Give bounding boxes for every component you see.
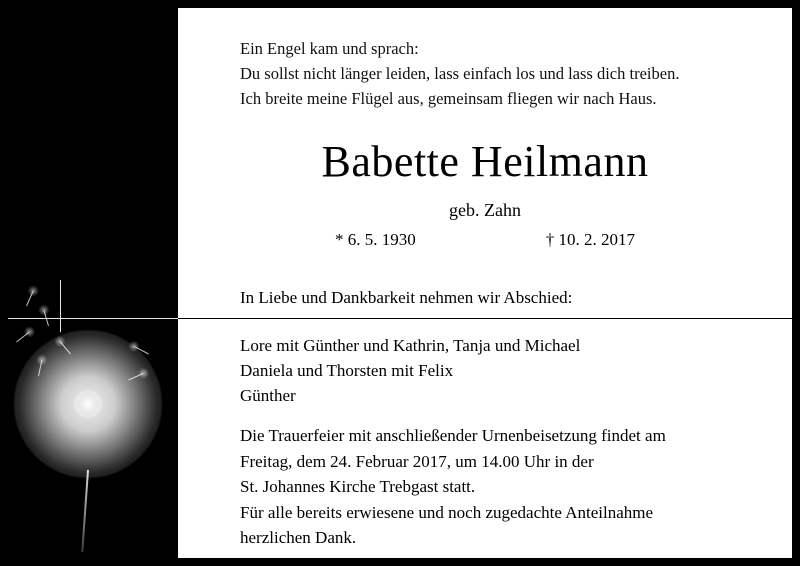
crosshair-horizontal-line — [8, 318, 178, 319]
verse-line: Ich breite meine Flügel aus, gemeinsam fliegen wir nach Haus. — [240, 89, 657, 108]
farewell-line: In Liebe und Dankbarkeit nehmen wir Abschied: — [240, 288, 573, 307]
dandelion-core-icon — [74, 390, 102, 418]
death-date: † 10. 2. 2017 — [545, 230, 635, 249]
deceased-name: Babette Heilmann — [321, 137, 649, 186]
life-dates — [178, 230, 792, 250]
ceremony-line: Für alle bereits erwiesene und noch zugedachte Anteilnahme — [240, 502, 654, 522]
ceremony-block — [240, 423, 785, 551]
ceremony-line: Die Trauerfeier mit anschließender Urnenbeisetzung findet am — [240, 426, 666, 445]
ceremony-line: St. Johannes Kirche Trebgast statt. — [240, 477, 476, 496]
ceremony-line: Freitag, dem 24. Februar 2017, um 14.00 Uhr in der — [240, 451, 594, 471]
obituary-card — [8, 8, 792, 558]
verse-line: Du sollst nicht länger leiden, lass einfach los und lass dich treiben. — [240, 64, 680, 83]
dandelion-photograph — [8, 8, 178, 558]
family-block — [240, 333, 780, 408]
maiden-name: geb. Zahn — [449, 200, 521, 220]
family-line: Lore mit Günther und Kathrin, Tanja und Michael — [240, 336, 581, 355]
verse-block — [240, 36, 780, 111]
horizontal-divider — [178, 318, 792, 319]
dandelion-seed-icon — [26, 291, 33, 306]
dandelion-stem — [81, 470, 89, 552]
family-line: Günther — [240, 386, 296, 405]
birth-date: * 6. 5. 1930 — [335, 230, 416, 249]
text-panel — [178, 8, 792, 558]
ceremony-line: herzlichen Dank. — [240, 528, 357, 547]
family-line: Daniela und Thorsten mit Felix — [240, 361, 454, 380]
verse-line: Ein Engel kam und sprach: — [240, 39, 419, 58]
dandelion-seed-icon — [16, 332, 29, 343]
crosshair-vertical-line — [60, 280, 61, 332]
